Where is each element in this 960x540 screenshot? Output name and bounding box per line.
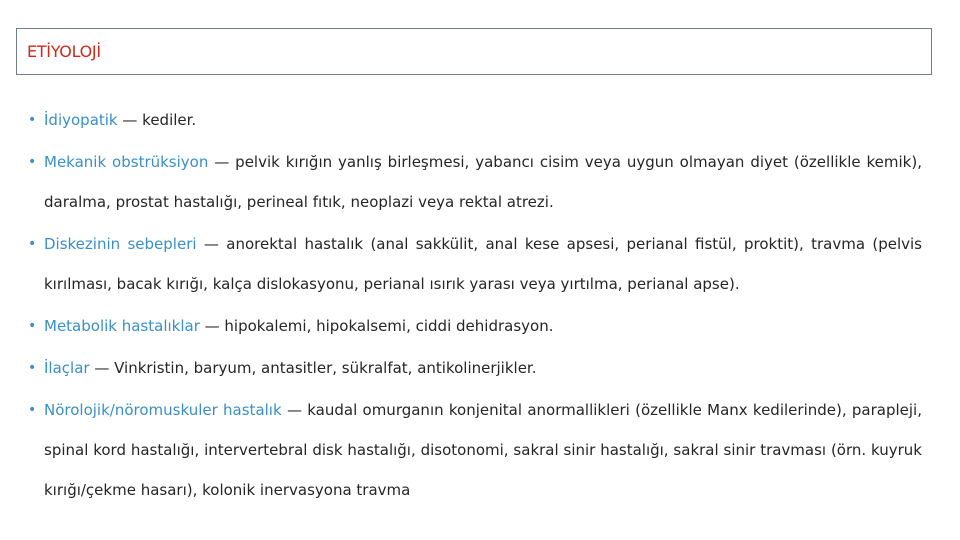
bullet-icon: • (28, 236, 37, 252)
bullet-icon: • (28, 402, 37, 418)
item-term: Mekanik obstrüksiyon (44, 153, 209, 171)
item-description: — pelvik kırığın yanlış birleşmesi, yabancı cisim veya uygun olmayan diyet (özellikle kemik), daralma, prostat hastalığı, perineal fıtık, neoplazi veya rektal atrezi. (44, 153, 922, 211)
list-item (26, 100, 922, 140)
item-description: — hipokalemi, hipokalsemi, ciddi dehidrasyon. (199, 317, 554, 335)
bullet-icon: • (28, 360, 37, 376)
list-item (26, 224, 922, 304)
item-term: Nörolojik/nöromuskuler hastalık (44, 401, 282, 419)
bullet-icon: • (28, 154, 37, 170)
list-item (26, 306, 922, 346)
bullet-icon: • (28, 318, 37, 334)
item-description: — kediler. (117, 111, 197, 129)
item-term: Diskezinin sebepleri (44, 235, 197, 253)
item-term: İlaçlar (44, 359, 90, 377)
item-description: — kaudal omurganın konjenital anormallikleri (özellikle Manx kedilerinde), parapleji, spinal kord hastalığı, intervertebral disk hastalığı, disotonomi, sakral sinir hastalığı, sakral sinir travması (örn. kuyruk kırığı/çekme hasarı), kolonik inervasyona travma (44, 401, 922, 499)
title-box (16, 28, 932, 75)
page-title: ETİYOLOJİ (27, 42, 101, 61)
item-term: Metabolik hastalıklar (44, 317, 200, 335)
item-term: İdiyopatik (44, 111, 118, 129)
item-description: — anorektal hastalık (anal sakkülit, anal kese apsesi, perianal fistül, proktit), travma (pelvis kırılması, bacak kırığı, kalça dislokasyonu, perianal ısırık yarası veya yırtılma, perianal apse). (44, 235, 923, 293)
list-item (26, 390, 922, 510)
bullet-icon: • (28, 112, 37, 128)
list-item (26, 348, 922, 388)
list-item (26, 142, 922, 222)
item-description: — Vinkristin, baryum, antasitler, sükralfat, antikolinerjikler. (89, 359, 537, 377)
bullet-list (26, 100, 922, 510)
